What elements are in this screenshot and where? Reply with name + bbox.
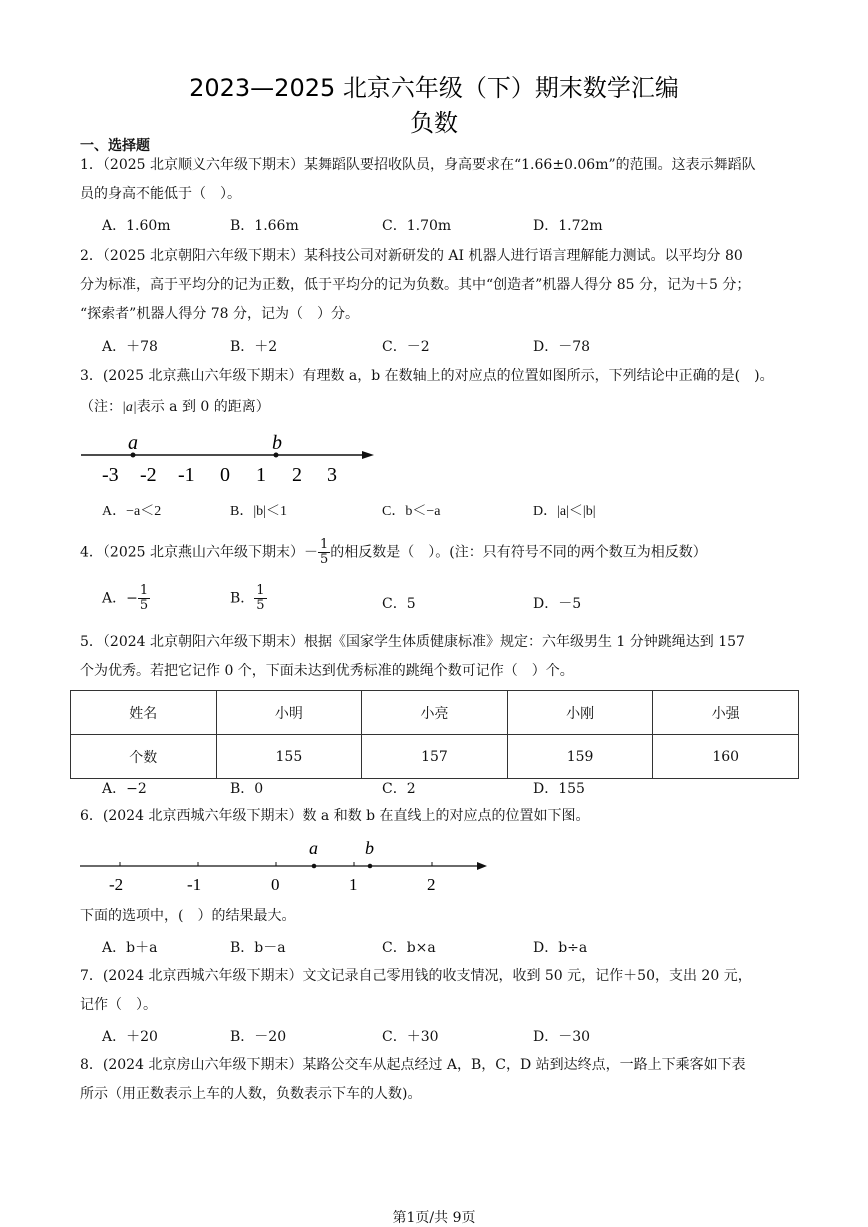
q3-axis-arrow bbox=[362, 451, 374, 459]
q1-option-d: D．1.72m bbox=[533, 218, 603, 234]
question-6-line-1: 6．(2024 北京西城六年级下期末）数 a 和数 b 在直线上的对应点的位置如下图。 bbox=[80, 808, 590, 824]
q3-tick-label: -1 bbox=[178, 464, 195, 486]
q6-number-line bbox=[76, 836, 496, 896]
q3-tick-label: 3 bbox=[327, 464, 337, 486]
q7-option-d: D．－30 bbox=[533, 1029, 591, 1045]
q4-option-a-numerator: 1 bbox=[139, 583, 149, 598]
table-row bbox=[71, 735, 799, 779]
q6-point-a-dot bbox=[312, 864, 317, 869]
q3-tick-label: 1 bbox=[256, 464, 266, 486]
q3-option-a: A．−a＜2 bbox=[102, 504, 162, 519]
q3-tick-label: 2 bbox=[292, 464, 302, 486]
question-7-line-1: 7．(2024 北京西城六年级下期末）文文记录自己零用钱的收支情况，收到 50 元，记作＋50，支出 20 元， bbox=[80, 968, 752, 984]
q6-tick-label: 0 bbox=[271, 875, 280, 894]
q1-option-a: A．1.60m bbox=[102, 218, 171, 234]
q3-tick-label: -2 bbox=[140, 464, 157, 486]
q5-option-c: C．2 bbox=[382, 781, 416, 797]
q6-option-a: A．b＋a bbox=[102, 940, 158, 956]
q4-fraction-denominator: 5 bbox=[320, 552, 329, 567]
q3-note-abs: |a| bbox=[122, 400, 137, 415]
question-2-line-3: “探索者”机器人得分 78 分，记为（ ）分。 bbox=[80, 306, 360, 322]
q3-tick-label: -3 bbox=[102, 464, 119, 486]
q4-option-b-denominator: 5 bbox=[256, 598, 265, 613]
question-2-line-1: 2．（2025 北京朝阳六年级下期末）某科技公司对新研发的 AI 机器人进行语言理解能力测试。以平均分 80 bbox=[80, 248, 743, 264]
question-3-note bbox=[80, 397, 270, 418]
q1-option-b: B．1.66m bbox=[230, 218, 299, 234]
q5-option-d: D．155 bbox=[533, 781, 585, 797]
q4-fraction-numerator: 1 bbox=[320, 537, 329, 552]
q3-tick-label: 0 bbox=[220, 464, 230, 486]
q2-option-a: A．＋78 bbox=[102, 339, 158, 355]
q4-option-b-fraction bbox=[254, 584, 266, 613]
table-cell: 159 bbox=[507, 735, 653, 779]
q3-option-d: D．|a|＜|b| bbox=[533, 504, 596, 519]
question-3-line-1: 3．(2025 北京燕山六年级下期末）有理数 a，b 在数轴上的对应点的位置如图所示，下列结论中正确的是( )。 bbox=[80, 368, 774, 384]
q6-tick-label: 1 bbox=[349, 875, 358, 894]
q2-option-c: C．－2 bbox=[382, 339, 430, 355]
table-cell: 155 bbox=[216, 735, 362, 779]
q2-option-b: B．＋2 bbox=[230, 339, 278, 355]
table-cell: 小强 bbox=[653, 691, 799, 735]
question-5-line-1: 5．（2024 北京朝阳六年级下期末）根据《国家学生体质健康标准》规定：六年级男生 1 分钟跳绳达到 157 bbox=[80, 634, 745, 650]
q4-option-a-label: A．− bbox=[102, 590, 138, 607]
q4-fraction bbox=[318, 538, 330, 567]
table-cell: 个数 bbox=[71, 735, 217, 779]
q5-table bbox=[70, 690, 799, 779]
q4-option-d: D．－5 bbox=[533, 596, 582, 612]
q7-option-b: B．－20 bbox=[230, 1029, 287, 1045]
q3-note-prefix: （注： bbox=[80, 399, 122, 415]
page-number: 第1页/共 9页 bbox=[392, 1210, 476, 1226]
q6-point-b-label: b bbox=[365, 838, 374, 858]
q3-point-b-label: b bbox=[272, 432, 282, 454]
q4-prefix: 4．（2025 北京燕山六年级下期末）－ bbox=[80, 544, 318, 561]
q1-option-c: C．1.70m bbox=[382, 218, 452, 234]
q4-option-b-label: B． bbox=[230, 590, 255, 607]
q4-option-b bbox=[230, 584, 267, 613]
table-cell: 160 bbox=[653, 735, 799, 779]
table-cell: 小亮 bbox=[362, 691, 508, 735]
table-cell: 157 bbox=[362, 735, 508, 779]
q6-point-b-dot bbox=[368, 864, 373, 869]
q4-option-a bbox=[102, 584, 150, 613]
q3-number-line bbox=[78, 425, 388, 487]
table-cell: 小明 bbox=[216, 691, 362, 735]
q3-option-c: C．b＜−a bbox=[382, 504, 441, 519]
q6-tick-label: 2 bbox=[427, 875, 436, 894]
question-2-line-2: 分为标准，高于平均分的记为正数，低于平均分的记为负数。其中“创造者”机器人得分 85 分，记为＋5 分； bbox=[80, 277, 751, 293]
document-title: 2023—2025 北京六年级（下）期末数学汇编 bbox=[189, 74, 679, 102]
q4-option-b-numerator: 1 bbox=[256, 583, 265, 598]
q3-note-suffix: 表示 a 到 0 的距离） bbox=[136, 399, 270, 415]
table-cell: 小刚 bbox=[507, 691, 653, 735]
q4-suffix: 的相反数是（ ）。(注：只有符号不同的两个数互为相反数） bbox=[330, 544, 707, 561]
q6-option-c: C．b×a bbox=[382, 940, 436, 956]
q4-option-a-denominator: 5 bbox=[139, 598, 149, 613]
question-4 bbox=[80, 538, 707, 567]
question-5-line-2: 个为优秀。若把它记作 0 个，下面未达到优秀标准的跳绳个数可记作（ ）个。 bbox=[80, 663, 574, 679]
q3-point-a-label: a bbox=[128, 432, 138, 454]
question-1-line-2: 员的身高不能低于（ ）。 bbox=[80, 186, 241, 202]
question-7-line-2: 记作（ ）。 bbox=[80, 997, 157, 1013]
q3-option-b: B．|b|＜1 bbox=[230, 504, 287, 519]
question-8-line-1: 8．(2024 北京房山六年级下期末）某路公交车从起点经过 A，B，C，D 站到达终点，一路上下乘客如下表 bbox=[80, 1057, 746, 1073]
q6-axis-arrow bbox=[477, 862, 487, 870]
q6-option-b: B．b－a bbox=[230, 940, 286, 956]
q7-option-c: C．＋30 bbox=[382, 1029, 439, 1045]
q2-option-d: D．－78 bbox=[533, 339, 591, 355]
question-1-line-1: 1．（2025 北京顺义六年级下期末）某舞蹈队要招收队员，身高要求在“1.66±0.06m”的范围。这表示舞蹈队 bbox=[80, 157, 756, 173]
q6-tick-label: -1 bbox=[187, 875, 202, 894]
table-cell: 姓名 bbox=[71, 691, 217, 735]
table-row bbox=[71, 691, 799, 735]
q6-tick-label: -2 bbox=[109, 875, 124, 894]
section-heading: 一、选择题 bbox=[80, 138, 150, 154]
q7-option-a: A．＋20 bbox=[102, 1029, 158, 1045]
q5-option-a: A．−2 bbox=[102, 781, 147, 797]
q4-option-c: C．5 bbox=[382, 596, 416, 612]
question-8-line-2: 所示（用正数表示上车的人数，负数表示下车的人数)。 bbox=[80, 1086, 422, 1102]
question-6-line-2: 下面的选项中，( ）的结果最大。 bbox=[80, 908, 296, 924]
q5-option-b: B．0 bbox=[230, 781, 264, 797]
q6-point-a-label: a bbox=[309, 838, 318, 858]
q6-option-d: D．b÷a bbox=[533, 940, 588, 956]
document-subtitle: 负数 bbox=[410, 109, 458, 137]
q4-option-a-fraction bbox=[138, 584, 150, 613]
